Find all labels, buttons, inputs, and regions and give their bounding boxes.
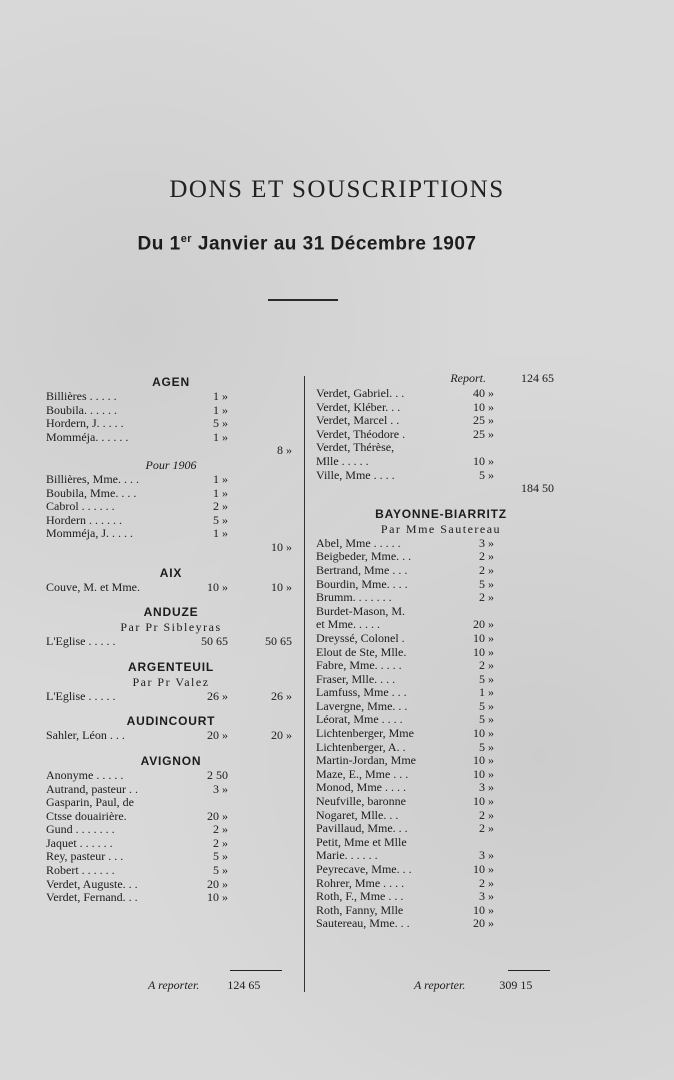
list-item xyxy=(316,605,566,619)
donor-name: Boubila, Mme. . . . xyxy=(46,485,137,500)
list-item xyxy=(46,891,296,905)
donor-name: Ville, Mme . . . . xyxy=(316,467,395,482)
donation-amount: 10 » xyxy=(473,726,494,741)
list-item xyxy=(46,417,296,431)
list-item xyxy=(46,850,296,864)
donor-name: Robert . . . . . . xyxy=(46,863,115,878)
donor-name: Hordern . . . . . . xyxy=(46,512,122,527)
donation-amount: 1 » xyxy=(213,429,228,444)
right-column xyxy=(316,372,566,931)
donation-amount: 50 65 xyxy=(201,634,228,649)
donor-name: Roth, F., Mme . . . xyxy=(316,889,404,904)
list-item xyxy=(316,917,566,931)
section-heading-aix: AIX xyxy=(159,565,183,580)
donor-name: Dreyssé, Colonel . xyxy=(316,630,405,645)
section-heading-agen: AGEN xyxy=(152,375,190,389)
section-total: 20 » xyxy=(271,728,292,743)
list-item xyxy=(316,387,566,401)
donor-name: L'Eglise . . . . . xyxy=(46,634,116,649)
list-item xyxy=(46,514,296,528)
donation-amount: 2 » xyxy=(479,658,494,673)
donation-amount: 3 » xyxy=(479,780,494,795)
page-title: DONS ET SOUSCRIPTIONS xyxy=(169,176,505,203)
list-item xyxy=(316,646,566,660)
donation-amount: 10 » xyxy=(207,579,228,594)
list-item xyxy=(316,795,566,809)
donation-amount: 5 » xyxy=(213,863,228,878)
donation-amount: 1 » xyxy=(213,526,228,541)
list-item xyxy=(46,431,296,445)
donor-name: Peyrecave, Mme. . . xyxy=(316,862,412,876)
donor-name: Bourdin, Mme. . . . xyxy=(316,576,408,591)
donor-name: Lavergne, Mme. . . xyxy=(316,698,408,713)
donation-amount: 2 » xyxy=(479,807,494,822)
right-footer-label: A reporter. xyxy=(414,978,466,992)
donation-amount: 5 » xyxy=(479,671,494,686)
donor-name: Momméja. . . . . . xyxy=(46,429,129,444)
list-item xyxy=(316,863,566,877)
donor-name: Autrand, pasteur . . xyxy=(46,781,138,796)
donation-amount: 20 » xyxy=(473,617,494,632)
list-item xyxy=(46,783,296,797)
donation-amount: 5 » xyxy=(479,712,494,727)
title-rule xyxy=(268,299,338,301)
list-item xyxy=(316,632,566,646)
bayonne-rows xyxy=(316,537,566,931)
donor-name: et Mme. . . . . xyxy=(316,617,380,632)
list-item xyxy=(316,849,566,863)
donation-amount: 26 » xyxy=(207,688,228,703)
list-item xyxy=(316,591,566,605)
donation-amount: 3 » xyxy=(213,781,228,796)
donor-name: L'Eglise . . . . . xyxy=(46,688,116,703)
list-item xyxy=(46,729,296,743)
page-subtitle xyxy=(0,233,614,255)
section-heading-bayonne-biarritz: BAYONNE-BIARRITZ xyxy=(375,506,507,521)
aix-rows xyxy=(46,581,296,595)
donor-name: Beigbeder, Mme. . . xyxy=(316,549,412,564)
list-item xyxy=(316,455,566,469)
donation-amount: 2 » xyxy=(479,549,494,564)
donation-amount: 10 » xyxy=(473,766,494,781)
list-item xyxy=(316,482,566,496)
donor-name: Anonyme . . . . . xyxy=(46,767,124,782)
donor-name: Fabre, Mme. . . . . xyxy=(316,658,402,673)
agen-rows xyxy=(46,390,296,458)
agen-1906-rows xyxy=(46,473,296,555)
column-divider xyxy=(304,376,305,992)
donation-amount: 3 » xyxy=(479,848,494,863)
list-item xyxy=(316,659,566,673)
donor-name: Verdet, Thérèse, xyxy=(316,440,395,455)
list-item xyxy=(316,414,566,428)
list-item xyxy=(316,877,566,891)
donation-amount: 3 » xyxy=(479,889,494,904)
donor-name: Burdet-Mason, M. xyxy=(316,603,405,618)
donation-amount: 1 » xyxy=(213,402,228,417)
section-heading-anduze: ANDUZE xyxy=(143,605,199,620)
list-item xyxy=(46,581,296,595)
section-heading-argenteuil: ARGENTEUIL xyxy=(128,659,214,674)
donor-name: Hordern, J. . . . . xyxy=(46,416,124,431)
list-item xyxy=(316,768,566,782)
section-total: 50 65 xyxy=(265,634,292,649)
donation-amount: 2 » xyxy=(479,875,494,890)
donor-name: Marie. . . . . . xyxy=(316,848,378,863)
donor-name: Gund . . . . . . . xyxy=(46,822,115,837)
donation-amount: 5 » xyxy=(213,416,228,431)
donation-amount: 1 » xyxy=(213,389,228,403)
donation-amount: 10 » xyxy=(473,753,494,768)
list-item xyxy=(316,700,566,714)
list-item xyxy=(316,618,566,632)
list-item xyxy=(316,469,566,483)
donor-name: Mlle . . . . . xyxy=(316,453,369,468)
donation-amount: 5 » xyxy=(479,739,494,754)
list-item xyxy=(316,713,566,727)
list-item xyxy=(46,541,296,555)
section-heading-avignon: AVIGNON xyxy=(140,753,202,768)
donor-name: Brumm. . . . . . . xyxy=(316,590,392,605)
donor-name: Pavillaud, Mme. . . xyxy=(316,821,408,836)
list-item xyxy=(316,673,566,687)
list-item xyxy=(46,390,296,404)
donor-name: Jaquet . . . . . . xyxy=(46,835,113,850)
donation-amount: 2 » xyxy=(213,822,228,837)
subtitle-sup: er xyxy=(180,233,193,245)
list-item xyxy=(46,487,296,501)
donation-amount: 5 » xyxy=(213,849,228,864)
donation-amount: 20 » xyxy=(207,808,228,823)
donor-name: Sautereau, Mme. . . xyxy=(316,916,410,931)
report-label: Report. xyxy=(450,371,486,385)
donation-amount: 10 » xyxy=(473,862,494,876)
donor-name: Verdet, Marcel . . xyxy=(316,413,400,428)
section-total: 8 » xyxy=(277,443,292,458)
donation-amount: 2 » xyxy=(479,562,494,577)
list-item xyxy=(46,769,296,783)
donor-name: Lichtenberger, A. . xyxy=(316,739,406,754)
donor-name: Couve, M. et Mme. xyxy=(46,579,140,594)
donor-name: Lichtenberger, Mme xyxy=(316,726,414,741)
donor-name: Ctsse douairière. xyxy=(46,808,127,823)
list-item xyxy=(46,527,296,541)
donor-name: Maze, E., Mme . . . xyxy=(316,766,409,781)
donation-amount: 2 » xyxy=(213,835,228,850)
list-item xyxy=(46,837,296,851)
list-item xyxy=(46,404,296,418)
list-item xyxy=(316,836,566,850)
donor-name: Abel, Mme . . . . . xyxy=(316,535,401,550)
donor-name: Verdet, Fernand. . . xyxy=(46,890,138,905)
donor-name: Billières . . . . . xyxy=(46,389,117,403)
donor-name: Rohrer, Mme . . . . xyxy=(316,875,405,890)
list-item xyxy=(316,754,566,768)
donor-name: Roth, Fanny, Mlle xyxy=(316,902,404,917)
donor-name: Neufville, baronne xyxy=(316,794,406,809)
left-footer-rule xyxy=(230,970,282,971)
donor-name: Léorat, Mme . . . . xyxy=(316,712,403,727)
donor-name: Billières, Mme. . . . xyxy=(46,471,139,486)
section-subheading-pour-1906: Pour 1906 xyxy=(145,457,197,472)
donation-amount: 10 » xyxy=(473,399,494,414)
verdet-rows xyxy=(316,387,566,496)
list-item xyxy=(316,741,566,755)
donation-amount: 20 » xyxy=(207,728,228,743)
section-total: 26 » xyxy=(271,688,292,703)
donor-name: Bertrand, Mme . . . xyxy=(316,562,408,577)
donor-name: Elout de Ste, Mlle. xyxy=(316,644,407,659)
donor-name: Petit, Mme et Mlle xyxy=(316,834,407,849)
donation-amount: 10 » xyxy=(473,630,494,645)
list-item xyxy=(316,890,566,904)
donation-amount: 2 » xyxy=(479,590,494,605)
argenteuil-rows xyxy=(46,690,296,704)
list-item xyxy=(46,810,296,824)
left-footer xyxy=(148,978,260,993)
donation-amount: 2 » xyxy=(479,821,494,836)
avignon-rows xyxy=(46,769,296,905)
donation-amount: 5 » xyxy=(213,512,228,527)
list-item xyxy=(316,564,566,578)
anduze-byline: Par Pr Sibleyras xyxy=(120,620,222,635)
donor-name: Boubila. . . . . . xyxy=(46,402,117,417)
right-footer xyxy=(414,978,532,993)
list-item xyxy=(316,550,566,564)
donation-amount: 1 » xyxy=(479,685,494,700)
donation-amount: 10 » xyxy=(207,890,228,905)
donor-name: Martin-Jordan, Mme xyxy=(316,753,416,768)
donor-name: Sahler, Léon . . . xyxy=(46,728,125,743)
list-item xyxy=(46,690,296,704)
section-total: 10 » xyxy=(271,539,292,554)
list-item xyxy=(316,686,566,700)
section-heading-audincourt: AUDINCOURT xyxy=(126,714,216,729)
donation-amount: 20 » xyxy=(473,916,494,931)
donation-amount: 3 » xyxy=(479,535,494,550)
donor-name: Cabrol . . . . . . xyxy=(46,499,115,514)
donation-amount: 10 » xyxy=(473,453,494,468)
list-item xyxy=(316,401,566,415)
donor-name: Verdet, Kléber. . . xyxy=(316,399,401,414)
right-footer-rule xyxy=(508,970,550,971)
donation-amount: 40 » xyxy=(473,386,494,400)
donor-name: Verdet, Auguste. . . xyxy=(46,876,138,891)
list-item xyxy=(316,578,566,592)
subtitle-pre: Du 1 xyxy=(137,233,181,255)
list-item xyxy=(316,781,566,795)
donation-amount: 1 » xyxy=(213,471,228,486)
section-total: 184 50 xyxy=(521,481,554,496)
list-item xyxy=(46,796,296,810)
donor-name: Gasparin, Paul, de xyxy=(46,795,134,810)
donation-amount: 10 » xyxy=(473,644,494,659)
list-item xyxy=(46,500,296,514)
left-footer-value: 124 65 xyxy=(227,978,261,992)
donation-amount: 25 » xyxy=(473,426,494,441)
right-footer-value: 309 15 xyxy=(499,978,533,992)
donor-name: Nogaret, Mlle. . . xyxy=(316,807,399,822)
donor-name: Verdet, Théodore . xyxy=(316,426,406,441)
report-value: 124 65 xyxy=(521,371,554,385)
donation-amount: 5 » xyxy=(479,467,494,482)
section-total: 10 » xyxy=(271,579,292,594)
donation-amount: 10 » xyxy=(473,794,494,809)
donor-name: Momméja, J. . . . . xyxy=(46,526,133,541)
donor-name: Rey, pasteur . . . xyxy=(46,849,124,864)
donation-amount: 5 » xyxy=(479,698,494,713)
bayonne-byline: Par Mme Sautereau xyxy=(380,521,502,536)
donation-amount: 25 » xyxy=(473,413,494,428)
donor-name: Fraser, Mlle. . . . xyxy=(316,671,396,686)
donation-amount: 2 50 xyxy=(207,767,228,782)
argenteuil-byline: Par Pr Valez xyxy=(132,674,210,689)
list-item xyxy=(316,904,566,918)
list-item xyxy=(46,878,296,892)
donation-amount: 20 » xyxy=(207,876,228,891)
list-item xyxy=(46,444,296,458)
left-footer-label: A reporter. xyxy=(148,978,200,992)
list-item xyxy=(316,428,566,442)
left-column xyxy=(46,372,296,905)
list-item xyxy=(316,822,566,836)
subtitle-post: Janvier au 31 Décembre 1907 xyxy=(192,233,477,255)
list-item xyxy=(316,537,566,551)
report-carried-forward xyxy=(316,372,566,387)
list-item xyxy=(316,727,566,741)
list-item xyxy=(316,441,566,455)
anduze-rows xyxy=(46,635,296,649)
donation-amount: 1 » xyxy=(213,485,228,500)
list-item xyxy=(46,473,296,487)
list-item xyxy=(316,809,566,823)
donation-amount: 5 » xyxy=(479,576,494,591)
list-item xyxy=(46,864,296,878)
donation-amount: 2 » xyxy=(213,499,228,514)
audincourt-rows xyxy=(46,729,296,743)
donation-amount: 10 » xyxy=(473,902,494,917)
donor-name: Monod, Mme . . . . xyxy=(316,780,406,795)
donor-name: Lamfuss, Mme . . . xyxy=(316,685,407,700)
list-item xyxy=(46,635,296,649)
donor-name: Verdet, Gabriel. . . xyxy=(316,386,405,400)
list-item xyxy=(46,823,296,837)
